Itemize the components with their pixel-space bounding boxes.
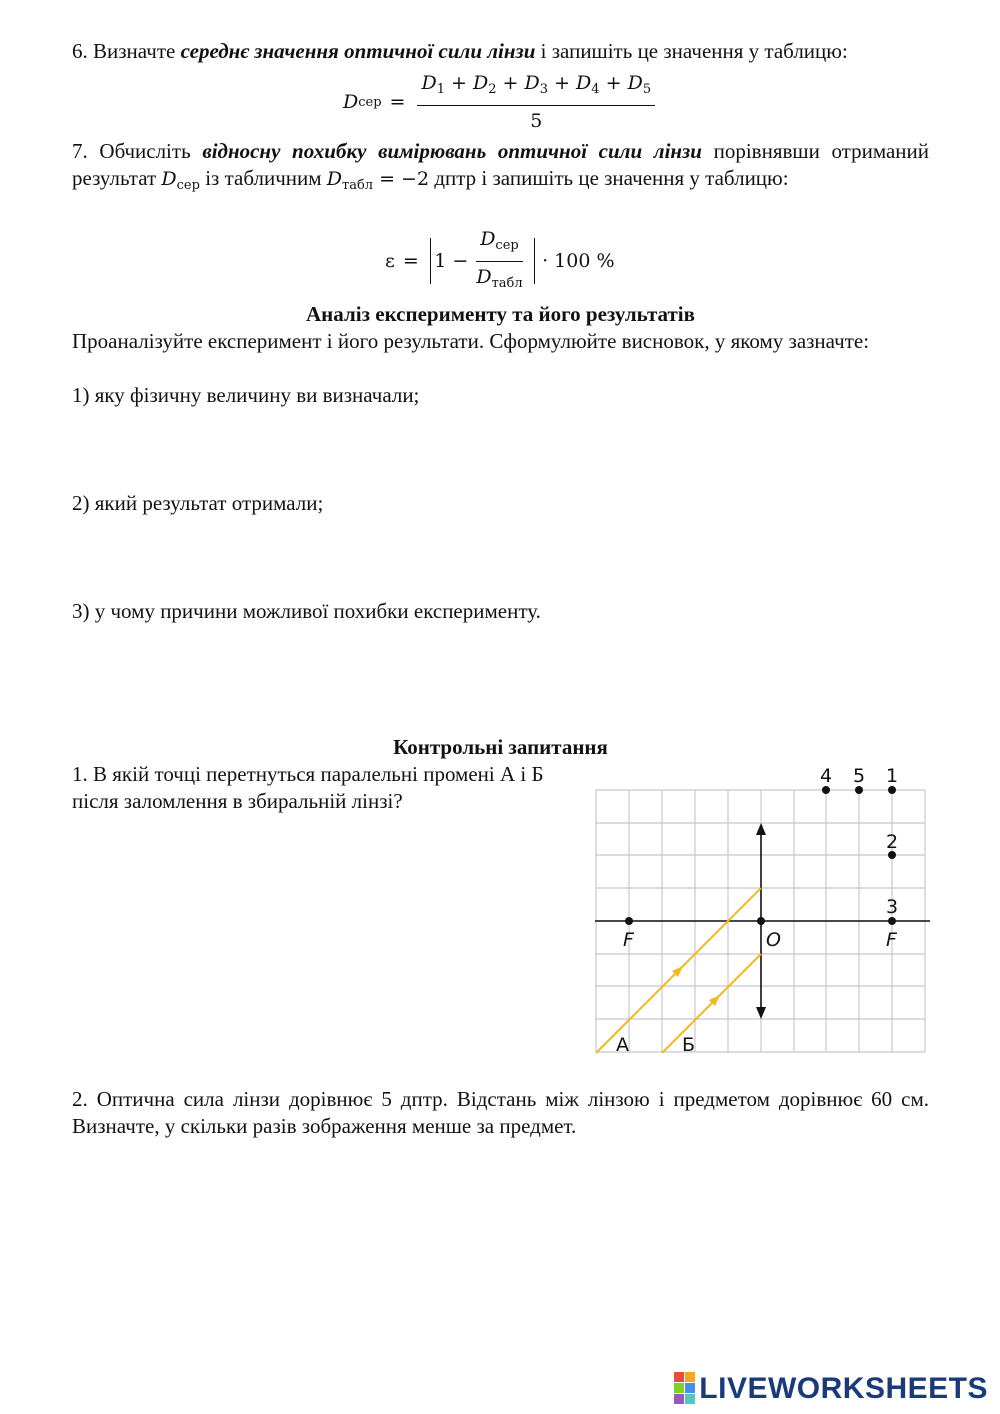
denominator: 5 [530,109,543,132]
control-question-1: 1. В якій точці перетнуться паралельні промені А і Б після заломлення в збиральній лінзі? [72,762,544,813]
lens-arrow-up-icon [756,823,766,835]
control-heading: Контрольні запитання [393,735,608,759]
label-3: 3 [886,896,899,918]
numerator-sum: $D_1 + D_2 + D_3 + D_4 + D_5$ [417,70,655,106]
analysis-item-1: 1) яку фізичну величину ви визначали; [72,383,420,407]
analysis-heading: Аналіз експерименту та його результатів [306,302,695,326]
formula-error: ε = 1 − $\frac{D_{сер}}{D_{табл}}$ · 100 % [385,230,615,292]
task6-emphasis: середнє значення оптичної сили лінзи [180,39,536,63]
label-ray-a: А [616,1034,629,1056]
abs-bar-right [534,238,536,284]
liveworksheets-logo [674,1372,988,1404]
task7-emphasis: відносну похибку вимірювань оптичної сили лінзи [202,139,702,163]
label-1: 1 [886,765,899,787]
label-2: 2 [886,831,899,853]
point-4 [822,786,830,794]
task7-text: 7. Обчисліть відносну похибку вимірювань оптичної сили лінзи порівнявши отриманий результат $D_{сер}$ із табличним $D_{табл} = -2$ дптр і запишіть це значення у таблицю: [72,139,930,193]
logo-text: LIVEWORKSHEETS [699,1371,988,1405]
focus-left-point [625,917,633,925]
lens-diagram [590,760,935,1060]
lens-arrow-down-icon [756,1007,766,1019]
fraction-ratio: $\frac{D_{сер}}{D_{табл}}$ [476,227,523,291]
abs-bar-left [430,238,432,284]
control-question-2: 2. Оптична сила лінзи дорівнює 5 дптр. Відстань між лінзою і предметом дорівнює 60 см. Визначте, у скільки разів зображення менше за предмет. [72,1087,929,1138]
task6-text: 6. Визначте середнє значення оптичної сили лінзи і запишіть це значення у таблицю: [72,39,848,63]
analysis-item-3: 3) у чому причини можливої похибки експерименту. [72,599,541,623]
label-4: 4 [820,765,833,787]
label-focus-left: F [623,929,634,951]
logo-blocks-icon [674,1372,695,1404]
formula-d-mean: D сер = $D_1 + D_2 + D_3 + D_4 + D_5$ 5 [343,72,659,132]
analysis-item-2: 2) який результат отримали; [72,491,324,515]
point-5 [855,786,863,794]
label-5: 5 [853,765,866,787]
analysis-intro: Проаналізуйте експеримент і його результати. Сформулюйте висновок, у якому зазначте: [72,329,870,353]
label-center: O [766,929,781,951]
fraction-mean [417,70,655,135]
label-ray-b: Б [682,1034,696,1056]
point-3 [888,917,896,925]
center-point [757,917,765,925]
point-1 [888,786,896,794]
label-focus-right: F [886,929,897,951]
